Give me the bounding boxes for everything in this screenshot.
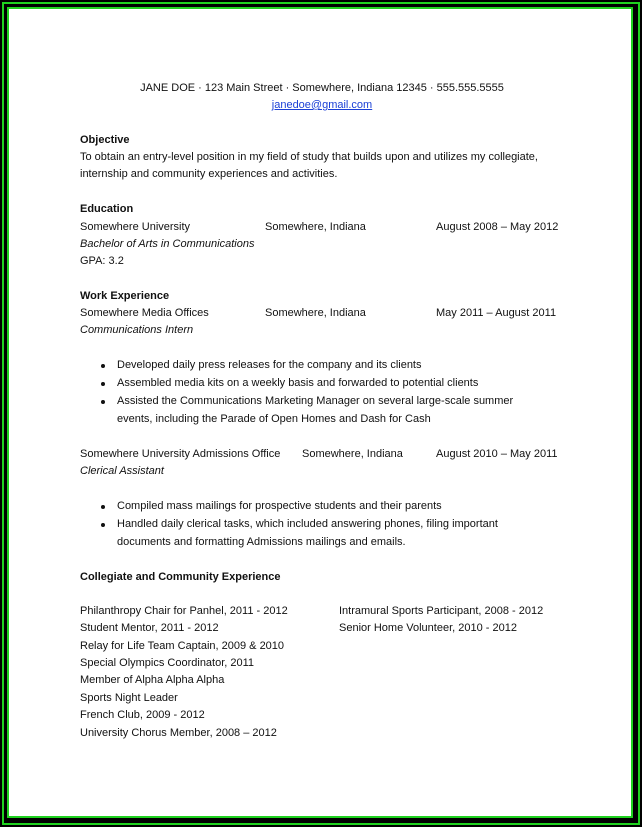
education-heading: Education	[80, 203, 134, 215]
work-heading: Work Experience	[80, 290, 170, 302]
education-dates: August 2008 – May 2012	[436, 221, 559, 233]
job-1-bullet-1: Developed daily press releases for the company and its clients	[117, 357, 422, 374]
job-2-employer: Somewhere University Admissions Office	[80, 448, 281, 460]
collegiate-left-item: Philanthropy Chair for Panhel, 2011 - 2012	[80, 605, 288, 617]
job-1-bullet-2: Assembled media kits on a weekly basis and forwarded to potential clients	[117, 375, 478, 392]
job-2-title: Clerical Assistant	[80, 465, 164, 477]
resume-page	[7, 7, 633, 818]
job-2-dates: August 2010 – May 2011	[436, 448, 558, 460]
job-2-bullet-2-cont: documents and formatting Admissions mailings and emails.	[117, 536, 406, 548]
collegiate-left-item: Member of Alpha Alpha Alpha	[80, 674, 225, 686]
education-location: Somewhere, Indiana	[265, 221, 366, 233]
job-1-employer: Somewhere Media Offices	[80, 307, 209, 319]
collegiate-left-item: Student Mentor, 2011 - 2012	[80, 622, 219, 634]
education-degree: Bachelor of Arts in Communications	[80, 238, 255, 250]
job-2-bullet-1: Compiled mass mailings for prospective students and their parents	[117, 498, 442, 515]
job-1-bullet-3-cont: events, including the Parade of Open Homes and Dash for Cash	[117, 413, 431, 425]
objective-line-2: internship and community experiences and activities.	[80, 168, 338, 180]
job-1-bullet-3: Assisted the Communications Marketing Manager on several large-scale summer	[117, 393, 513, 410]
job-1-title: Communications Intern	[80, 324, 194, 336]
job-1-dates: May 2011 – August 2011	[436, 307, 557, 319]
collegiate-right-item: Senior Home Volunteer, 2010 - 2012	[339, 622, 517, 634]
collegiate-left-item: French Club, 2009 - 2012	[80, 709, 205, 721]
collegiate-left-item: Special Olympics Coordinator, 2011	[80, 657, 255, 669]
collegiate-left-item: Relay for Life Team Captain, 2009 & 2010	[80, 640, 285, 652]
job-2-bullet-2: Handled daily clerical tasks, which included answering phones, filing important	[117, 516, 498, 533]
education-school: Somewhere University	[80, 221, 191, 233]
education-gpa: GPA: 3.2	[80, 255, 124, 267]
email-line	[9, 97, 635, 114]
contact-line: JANE DOE · 123 Main Street · Somewhere, Indiana 12345 · 555.555.5555	[140, 82, 504, 94]
objective-line-1: To obtain an entry-level position in my field of study that builds upon and utilizes my collegiate,	[80, 151, 538, 163]
job-1-location: Somewhere, Indiana	[265, 307, 366, 319]
collegiate-right-item: Intramural Sports Participant, 2008 - 2012	[339, 605, 544, 617]
objective-heading: Objective	[80, 134, 130, 146]
collegiate-left-item: University Chorus Member, 2008 – 2012	[80, 727, 277, 739]
email-link[interactable]: janedoe@gmail.com	[271, 99, 373, 111]
job-2-location: Somewhere, Indiana	[302, 448, 403, 460]
collegiate-left-item: Sports Night Leader	[80, 692, 178, 704]
collegiate-heading: Collegiate and Community Experience	[80, 571, 281, 583]
